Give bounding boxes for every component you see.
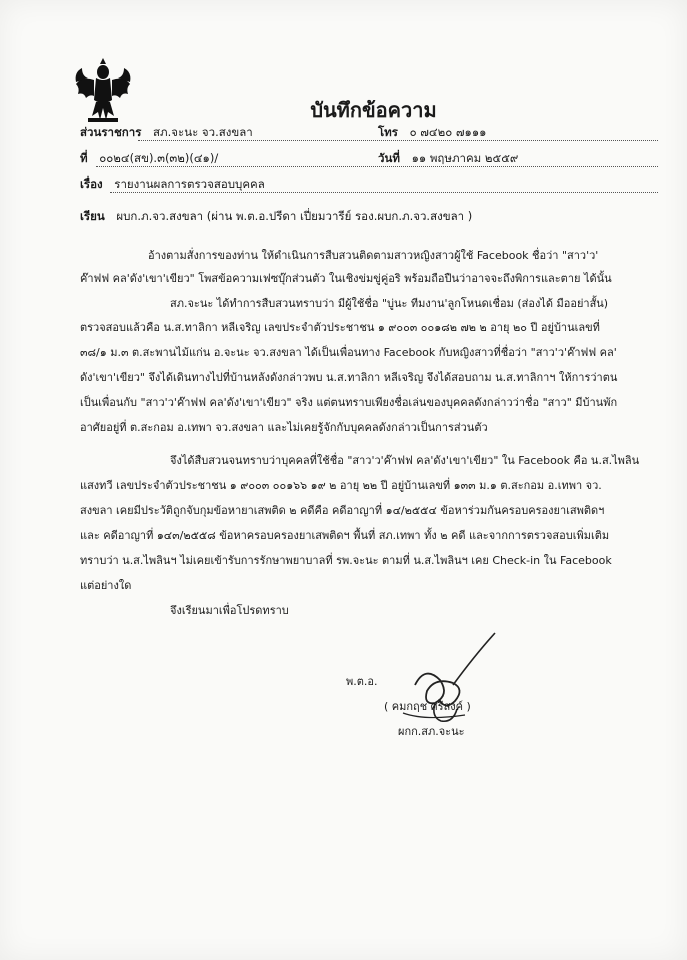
body-line: ตรวจสอบแล้วคือ น.ส.ทาลิกา หลีเจริญ เลขประจำตัวประชาชน ๑ ๙๐๐๓ ๐๐๑๘๒ ๗๒ ๒ อายุ ๒๐ ปี อยู่บ้านเลขที่	[80, 321, 600, 334]
handwritten-signature	[395, 625, 515, 735]
body-line: แต่อย่างใด	[80, 579, 132, 592]
body-line: จึงได้สืบสวนจนทราบว่าบุคคลที่ใช้ชื่อ "สาว'ว'ค๊าฟฟ คล'ดัง'เขา'เขียว" ใน Facebook คือ น.ส.ไพลิน	[170, 454, 640, 467]
body-line: และ คดีอาญาที่ ๑๔๓/๒๕๕๘ ข้อหาครอบครองยาเสพติดฯ พื้นที่ สภ.เทพา ทั้ง ๒ คดี และจากการตรวจสอบเพิ่มเติม	[80, 529, 610, 542]
ref-value: ๐๐๒๔(สข).๓(๓๒)(๔๑)/	[99, 151, 219, 165]
date-value: ๑๑ พฤษภาคม ๒๕๕๙	[411, 151, 519, 165]
phone-value: ๐ ๗๔๒๐ ๗๑๑๑	[409, 125, 487, 139]
body-line: แสงทวี เลขประจำตัวประชาชน ๑ ๙๐๐๓ ๐๐๑๖๖ ๑๙ ๒ อายุ ๒๒ ปี อยู่บ้านเลขที่ ๑๓๓ ม.๑ ต.สะกอม อ.เทพา จว.	[80, 479, 602, 492]
body-line: อาศัยอยู่ที่ ต.สะกอม อ.เทพา จว.สงขลา และไม่เคยรู้จักกับบุคคลดังกล่าวเป็นการส่วนตัว	[80, 421, 488, 434]
body-line: ๓๘/๑ ม.๓ ต.สะพานไม้แก่น อ.จะนะ จว.สงขลา ได้เป็นเพื่อนทาง Facebook กับหญิงสาวที่ชื่อว่า "สาว'ว'ค๊าฟฟ คล'	[80, 346, 617, 359]
to-value: ผบก.ภ.จว.สงขลา (ผ่าน พ.ต.อ.ปรีดา เปี่ยมวารีย์ รอง.ผบก.ภ.จว.สงขลา )	[116, 209, 473, 223]
body-line: อ้างตามสั่งการของท่าน ให้ดำเนินการสืบสวนติดตามสาวหญิงสาวผู้ใช้ Facebook ชื่อว่า "สาว'ว'	[148, 249, 599, 262]
to-row	[80, 208, 472, 226]
division-label: ส่วนราชการ	[80, 125, 142, 139]
to-label: เรียน	[80, 209, 105, 223]
body-line: เป็นเพื่อนกับ "สาว'ว'ค๊าฟฟ คล'ดัง'เขา'เขียว" จริง แต่ตนทราบเพียงชื่อเล่นของบุคคลดังกล่าวว่าชื่อ "สาว" มีบ้านพัก	[80, 396, 618, 409]
date-label: วันที่	[378, 151, 400, 165]
memo-title: บันทึกข้อความ	[310, 98, 437, 122]
body-line: สภ.จะนะ ได้ทำการสืบสวนทราบว่า มีผู้ใช้ชื่อ "บู่นะ ทีมงาน'ลูกโหนดเชื่อม (ส่องได้ มืออย่าสั้น)	[170, 297, 609, 310]
ref-label: ที่	[80, 151, 88, 165]
body-line: ค๊าฟฟ คล'ดัง'เขา'เขียว" โพสข้อความเฟซบุ๊กส่วนตัว ในเชิงข่มขู่คู่อริ พร้อมถือปืนว่าอาจจะถึงพิการและตาย ได้นั้น	[80, 272, 612, 285]
division-value: สภ.จะนะ จว.สงขลา	[153, 125, 253, 139]
divider	[138, 140, 658, 141]
subject-label: เรื่อง	[80, 177, 103, 191]
signature-name: ( คมกฤช ศรีสงค์ )	[384, 700, 471, 713]
body-line: สงขลา เคยมีประวัติถูกจับกุมข้อหายาเสพติด ๒ คดีคือ คดีอาญาที่ ๑๔/๒๕๕๔ ข้อหาร่วมกันครอบครองยาเสพติดฯ	[80, 504, 605, 517]
signature-rank: พ.ต.อ.	[346, 675, 378, 688]
body-line: ทราบว่า น.ส.ไพลินฯ ไม่เคยเข้ารับการรักษาพยาบาลที่ รพ.จะนะ ตามที่ น.ส.ไพลินฯ เคย Check-in ใน Facebook	[80, 554, 612, 567]
divider	[110, 192, 658, 193]
phone-label: โทร	[378, 125, 398, 139]
subject-value: รายงานผลการตรวจสอบบุคคล	[114, 177, 265, 191]
closing-line: จึงเรียนมาเพื่อโปรดทราบ	[170, 604, 289, 617]
body-line: ดัง'เขา'เขียว" จึงได้เดินทางไปที่บ้านหลังดังกล่าวพบ น.ส.ทาลิกา หลีเจริญ จึงได้สอบถาม น.ส.ทาลิกาฯ ให้การว่าตน	[80, 371, 618, 384]
divider	[96, 166, 658, 167]
signature-position: ผกก.สภ.จะนะ	[398, 725, 465, 738]
